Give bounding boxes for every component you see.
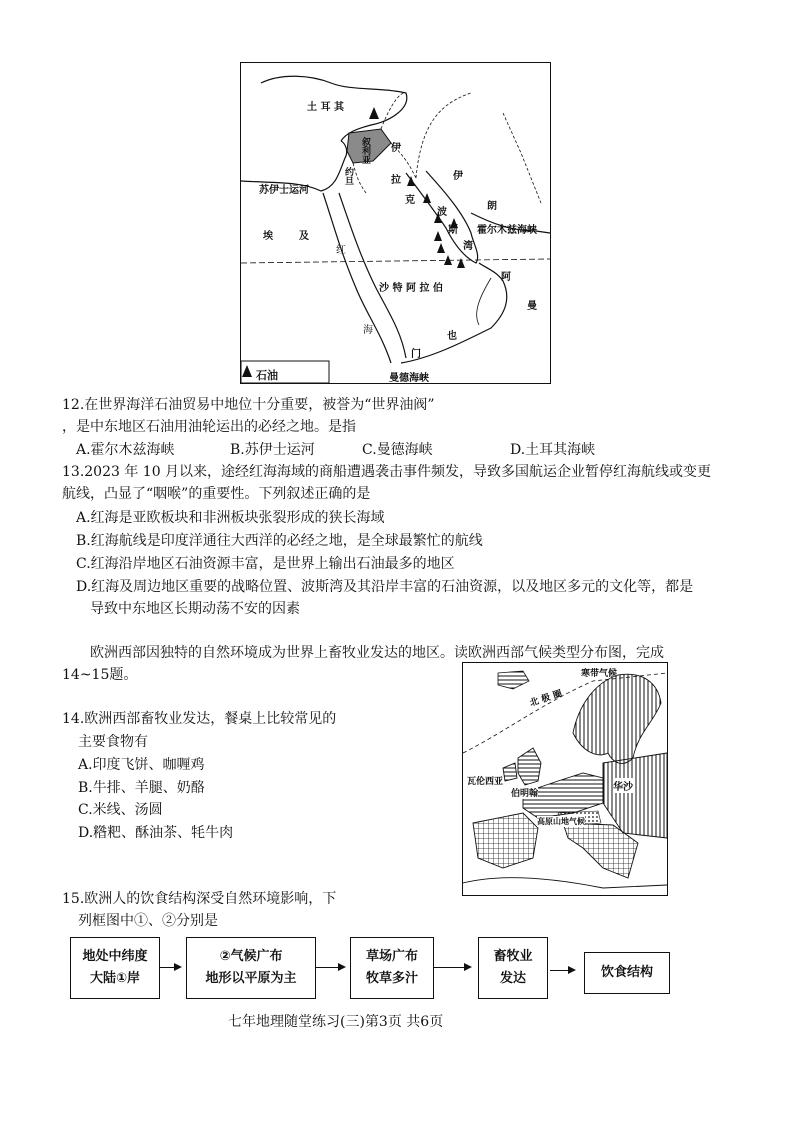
q14-option-a: A.印度飞饼、咖喱鸡 xyxy=(78,757,205,773)
iceland xyxy=(498,671,529,689)
label-iraq-la: 拉 xyxy=(391,175,401,186)
flow-box-4 xyxy=(478,937,548,999)
flow-box-3 xyxy=(350,937,434,999)
label-mountain: 高原山地气候 xyxy=(537,817,585,826)
q13-stem-line1: 13.2023 年 10 月以来，途经红海海域的商船遭遇袭击事件频发，导致多国航运企业暂停红海航线或变更 xyxy=(62,464,712,480)
label-suez: 苏伊士运河 xyxy=(259,185,309,196)
label-arctic: 北 极 圈 xyxy=(528,689,564,709)
legend-box xyxy=(241,361,329,383)
q13-option-a: A.红海是亚欧板块和非洲板块张裂形成的狭长海域 xyxy=(76,510,385,526)
label-egypt-ai: 埃 xyxy=(263,231,273,242)
q12-stem-line2: ，是中东地区石油用油轮运出的必经之地。是指 xyxy=(62,419,356,435)
red-sea-west xyxy=(323,193,391,363)
label-red-sea-hai: 海 xyxy=(363,325,373,336)
label-yemen-ye: 也 xyxy=(447,331,457,342)
flow-box-1-line1: 地处中纬度 xyxy=(82,949,148,964)
q13-option-d-line2: 导致中东地区长期动荡不安的因素 xyxy=(90,601,300,617)
legend-label-oil: 石油 xyxy=(256,369,278,382)
scandinavia xyxy=(573,674,661,763)
q14-option-b: B.牛排、羊腿、奶酪 xyxy=(78,780,205,796)
label-syria: 叙利亚 xyxy=(360,137,370,164)
label-iraq-ke: 克 xyxy=(405,195,415,206)
label-red-sea-hong: 红 xyxy=(336,245,346,256)
page-footer: 七年地理随堂练习(三)第3页 共6页 xyxy=(228,1014,444,1030)
q12-option-d: D.土耳其海峡 xyxy=(510,442,596,458)
q14-stem-line1: 14.欧洲西部畜牧业发达，餐桌上比较常见的 xyxy=(62,711,337,727)
flow-box-2-line2: 地形以平原为主 xyxy=(205,971,297,986)
flow-box-5 xyxy=(584,952,670,994)
tropic-line xyxy=(241,259,550,263)
flow-arrow-3 xyxy=(434,967,470,968)
flow-box-4-line2: 发达 xyxy=(499,971,526,986)
q13-option-c: C.红海沿岸地区石油资源丰富，是世界上输出石油最多的地区 xyxy=(76,556,455,572)
intro-line2: 14~15题。 xyxy=(62,667,138,683)
intro-line1: 欧洲西部因独特的自然环境成为世界上畜牧业发达的地区。读欧洲西部气候类型分布图，完成 xyxy=(90,645,664,661)
flow-arrow-1 xyxy=(160,967,180,968)
flow-box-2 xyxy=(186,937,316,999)
q13-option-d-line1: D.红海及周边地区重要的战略位置、波斯湾及其沿岸丰富的石油资源，以及地区多元的文化等，都是 xyxy=(76,579,694,595)
flow-box-1-line2: 大陆①岸 xyxy=(89,971,140,986)
africa-coast xyxy=(463,878,667,888)
label-hormuz: 霍尔木兹海峡 xyxy=(477,225,537,236)
flow-box-2-line1: ②气候广布 xyxy=(219,949,283,964)
iberia xyxy=(473,813,538,868)
label-israel-yi: 伊 xyxy=(391,143,401,154)
label-turkey: 土 耳 其 xyxy=(307,102,344,113)
flow-box-3-line1: 草场广布 xyxy=(365,949,418,964)
flow-box-1 xyxy=(70,937,160,999)
q12-option-b: B.苏伊士运河 xyxy=(230,442,315,458)
q13-stem-line2: 航线，凸显了“咽喉”的重要性。下列叙述正确的是 xyxy=(62,486,371,502)
ireland xyxy=(503,763,517,781)
label-persian-bo: 波 xyxy=(437,207,447,218)
middle-east-map xyxy=(240,62,551,384)
label-iran-lang: 朗 xyxy=(487,201,497,212)
label-jordan: 约旦 xyxy=(343,167,353,185)
q12-stem-line1: 12.在世界海洋石油贸易中地位十分重要，被誉为“世界油阀” xyxy=(62,397,435,413)
label-tundra: 寒带气候 xyxy=(581,669,618,679)
q12-option-c: C.曼德海峡 xyxy=(362,442,433,458)
flow-box-3-line2: 牧草多汁 xyxy=(365,971,418,986)
q14-option-d: D.糌粑、酥油茶、牦牛肉 xyxy=(78,825,234,841)
q15-stem-line2: 列框图中①、②分别是 xyxy=(78,913,218,929)
oman-border xyxy=(477,278,491,325)
label-persian-wan: 湾 xyxy=(463,241,473,252)
label-persian-si: 斯 xyxy=(448,225,458,236)
label-iran-yi: 伊 xyxy=(453,171,463,182)
flow-arrow-2 xyxy=(316,967,344,968)
label-oman-a: 阿 xyxy=(501,272,511,283)
label-saudi: 沙 特 阿 拉 伯 xyxy=(379,283,443,294)
label-oman-man: 曼 xyxy=(527,301,537,312)
label-warsaw: 华沙 xyxy=(613,778,633,793)
flow-box-4-line1: 畜牧业 xyxy=(493,949,533,964)
british-isles xyxy=(518,748,541,785)
label-mandeb: 曼德海峡 xyxy=(389,373,429,384)
flow-arrow-4 xyxy=(550,970,574,971)
label-pamplona: 伯明翰 xyxy=(511,786,538,799)
europe-climate-map xyxy=(462,662,668,896)
label-yemen-men: 门 xyxy=(411,349,421,360)
q14-option-c: C.米线、汤圆 xyxy=(78,802,163,818)
label-valencia: 瓦伦西亚 xyxy=(467,774,503,787)
q15-stem-line1: 15.欧洲人的饮食结构深受自然环境影响，下 xyxy=(62,891,337,907)
q12-option-a: A.霍尔木兹海峡 xyxy=(76,442,175,458)
label-egypt-ji: 及 xyxy=(299,231,309,242)
q14-stem-line2: 主要食物有 xyxy=(78,734,148,750)
q13-option-b: B.红海航线是印度洋通往大西洋的必经之地，是全球最繁忙的航线 xyxy=(76,533,483,549)
flow-box-5-line1: 饮食结构 xyxy=(600,965,653,980)
